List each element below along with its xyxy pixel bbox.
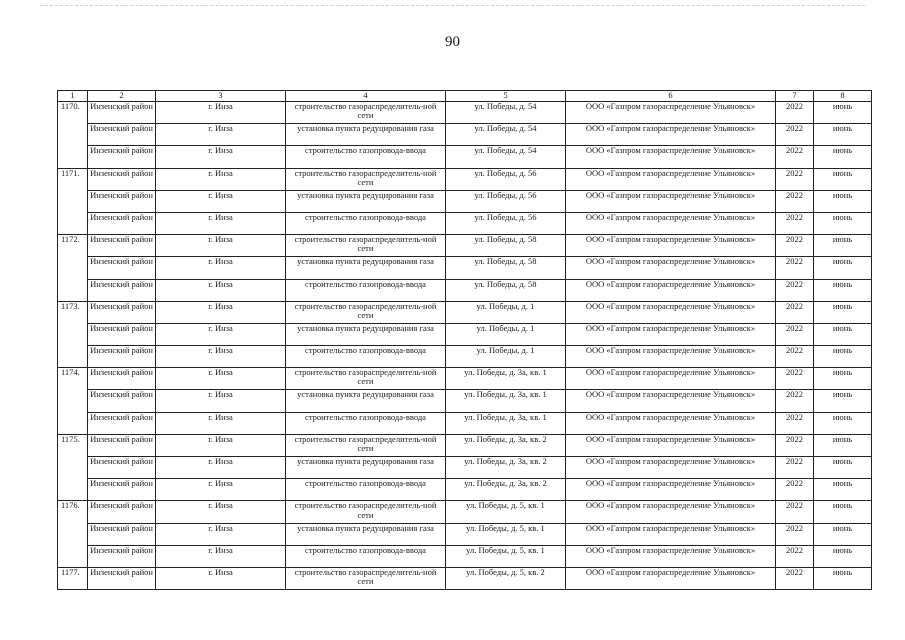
column-header: 8: [814, 91, 872, 102]
organization-cell: ООО «Газпром газораспределение Ульяновск»: [566, 368, 776, 390]
column-header: 5: [446, 91, 566, 102]
month-cell: июнь: [814, 434, 872, 456]
address-cell: ул. Победы, д. 54: [446, 124, 566, 146]
work-type-cell: установка пункта редуцирования газа: [286, 190, 446, 212]
city-cell: г. Инза: [156, 412, 286, 434]
address-cell: ул. Победы, д. 3а, кв. 1: [446, 412, 566, 434]
month-cell: июнь: [814, 346, 872, 368]
address-cell: ул. Победы, д. 56: [446, 212, 566, 234]
city-cell: г. Инза: [156, 434, 286, 456]
city-cell: г. Инза: [156, 257, 286, 279]
district-cell: Инзенский район: [88, 235, 156, 257]
table-row: [58, 545, 872, 567]
year-cell: 2022: [776, 567, 814, 589]
month-cell: июнь: [814, 323, 872, 345]
table-row: [58, 190, 872, 212]
year-cell: 2022: [776, 301, 814, 323]
work-type-cell: установка пункта редуцирования газа: [286, 257, 446, 279]
organization-cell: ООО «Газпром газораспределение Ульяновск»: [566, 190, 776, 212]
city-cell: г. Инза: [156, 368, 286, 390]
year-cell: 2022: [776, 434, 814, 456]
work-type-cell: строительство газораспределитель-ной сети: [286, 567, 446, 589]
organization-cell: ООО «Газпром газораспределение Ульяновск»: [566, 235, 776, 257]
table-row: [58, 168, 872, 190]
city-cell: г. Инза: [156, 457, 286, 479]
month-cell: июнь: [814, 545, 872, 567]
work-type-cell: строительство газопровода-ввода: [286, 412, 446, 434]
city-cell: г. Инза: [156, 390, 286, 412]
item-number-cell: 1172.: [58, 235, 88, 302]
year-cell: 2022: [776, 102, 814, 124]
work-type-cell: строительство газораспределитель-ной сети: [286, 368, 446, 390]
city-cell: г. Инза: [156, 567, 286, 589]
table-row: [58, 368, 872, 390]
address-cell: ул. Победы, д. 5, кв. 1: [446, 523, 566, 545]
city-cell: г. Инза: [156, 479, 286, 501]
work-type-cell: строительство газораспределитель-ной сети: [286, 102, 446, 124]
address-cell: ул. Победы, д. 5, кв. 1: [446, 545, 566, 567]
city-cell: г. Инза: [156, 523, 286, 545]
year-cell: 2022: [776, 212, 814, 234]
organization-cell: ООО «Газпром газораспределение Ульяновск»: [566, 212, 776, 234]
table-row: [58, 146, 872, 168]
address-cell: ул. Победы, д. 3а, кв. 1: [446, 390, 566, 412]
address-cell: ул. Победы, д. 1: [446, 346, 566, 368]
table-row: [58, 412, 872, 434]
organization-cell: ООО «Газпром газораспределение Ульяновск»: [566, 102, 776, 124]
district-cell: Инзенский район: [88, 146, 156, 168]
table-row: [58, 523, 872, 545]
table-row: [58, 235, 872, 257]
work-type-cell: строительство газораспределитель-ной сети: [286, 434, 446, 456]
city-cell: г. Инза: [156, 102, 286, 124]
organization-cell: ООО «Газпром газораспределение Ульяновск»: [566, 479, 776, 501]
work-type-cell: установка пункта редуцирования газа: [286, 457, 446, 479]
column-header: 1: [58, 91, 88, 102]
address-cell: ул. Победы, д. 56: [446, 190, 566, 212]
organization-cell: ООО «Газпром газораспределение Ульяновск»: [566, 457, 776, 479]
item-number-cell: 1170.: [58, 102, 88, 169]
address-cell: ул. Победы, д. 1: [446, 301, 566, 323]
district-cell: Инзенский район: [88, 567, 156, 589]
address-cell: ул. Победы, д. 58: [446, 279, 566, 301]
year-cell: 2022: [776, 279, 814, 301]
work-type-cell: строительство газораспределитель-ной сети: [286, 235, 446, 257]
month-cell: июнь: [814, 412, 872, 434]
district-cell: Инзенский район: [88, 390, 156, 412]
month-cell: июнь: [814, 567, 872, 589]
district-cell: Инзенский район: [88, 346, 156, 368]
city-cell: г. Инза: [156, 124, 286, 146]
registry-body: [58, 102, 872, 590]
organization-cell: ООО «Газпром газораспределение Ульяновск»: [566, 279, 776, 301]
scan-edge-line: [40, 5, 865, 6]
organization-cell: ООО «Газпром газораспределение Ульяновск»: [566, 412, 776, 434]
month-cell: июнь: [814, 146, 872, 168]
address-cell: ул. Победы, д. 54: [446, 102, 566, 124]
month-cell: июнь: [814, 235, 872, 257]
year-cell: 2022: [776, 257, 814, 279]
column-header: 3: [156, 91, 286, 102]
city-cell: г. Инза: [156, 501, 286, 523]
address-cell: ул. Победы, д. 3а, кв. 2: [446, 434, 566, 456]
organization-cell: ООО «Газпром газораспределение Ульяновск»: [566, 323, 776, 345]
year-cell: 2022: [776, 523, 814, 545]
table-row: [58, 346, 872, 368]
year-cell: 2022: [776, 124, 814, 146]
month-cell: июнь: [814, 257, 872, 279]
column-header: 4: [286, 91, 446, 102]
work-type-cell: строительство газораспределитель-ной сети: [286, 501, 446, 523]
organization-cell: ООО «Газпром газораспределение Ульяновск»: [566, 501, 776, 523]
work-type-cell: строительство газопровода-ввода: [286, 346, 446, 368]
district-cell: Инзенский район: [88, 368, 156, 390]
item-number-cell: 1177.: [58, 567, 88, 589]
month-cell: июнь: [814, 168, 872, 190]
district-cell: Инзенский район: [88, 323, 156, 345]
city-cell: г. Инза: [156, 146, 286, 168]
item-number-cell: 1175.: [58, 434, 88, 501]
work-type-cell: установка пункта редуцирования газа: [286, 523, 446, 545]
table-row: [58, 301, 872, 323]
address-cell: ул. Победы, д. 3а, кв. 2: [446, 457, 566, 479]
organization-cell: ООО «Газпром газораспределение Ульяновск»: [566, 301, 776, 323]
work-type-cell: строительство газопровода-ввода: [286, 212, 446, 234]
year-cell: 2022: [776, 146, 814, 168]
city-cell: г. Инза: [156, 212, 286, 234]
work-type-cell: строительство газопровода-ввода: [286, 279, 446, 301]
organization-cell: ООО «Газпром газораспределение Ульяновск»: [566, 346, 776, 368]
month-cell: июнь: [814, 368, 872, 390]
city-cell: г. Инза: [156, 301, 286, 323]
table-row: [58, 390, 872, 412]
city-cell: г. Инза: [156, 279, 286, 301]
year-cell: 2022: [776, 457, 814, 479]
district-cell: Инзенский район: [88, 479, 156, 501]
city-cell: г. Инза: [156, 323, 286, 345]
district-cell: Инзенский район: [88, 301, 156, 323]
table-row: [58, 279, 872, 301]
work-type-cell: строительство газопровода-ввода: [286, 545, 446, 567]
registry-table: [57, 90, 872, 590]
organization-cell: ООО «Газпром газораспределение Ульяновск»: [566, 257, 776, 279]
district-cell: Инзенский район: [88, 279, 156, 301]
month-cell: июнь: [814, 301, 872, 323]
city-cell: г. Инза: [156, 168, 286, 190]
table-row: [58, 567, 872, 589]
table-row: [58, 479, 872, 501]
item-number-cell: 1174.: [58, 368, 88, 435]
organization-cell: ООО «Газпром газораспределение Ульяновск»: [566, 523, 776, 545]
city-cell: г. Инза: [156, 190, 286, 212]
district-cell: Инзенский район: [88, 124, 156, 146]
year-cell: 2022: [776, 235, 814, 257]
organization-cell: ООО «Газпром газораспределение Ульяновск»: [566, 146, 776, 168]
district-cell: Инзенский район: [88, 545, 156, 567]
address-cell: ул. Победы, д. 1: [446, 323, 566, 345]
address-cell: ул. Победы, д. 58: [446, 257, 566, 279]
city-cell: г. Инза: [156, 545, 286, 567]
table-row: [58, 212, 872, 234]
table-row: [58, 102, 872, 124]
address-cell: ул. Победы, д. 5, кв. 1: [446, 501, 566, 523]
year-cell: 2022: [776, 545, 814, 567]
district-cell: Инзенский район: [88, 190, 156, 212]
year-cell: 2022: [776, 346, 814, 368]
table-row: [58, 124, 872, 146]
item-number-cell: 1171.: [58, 168, 88, 235]
organization-cell: ООО «Газпром газораспределение Ульяновск»: [566, 124, 776, 146]
item-number-cell: 1176.: [58, 501, 88, 568]
year-cell: 2022: [776, 412, 814, 434]
district-cell: Инзенский район: [88, 501, 156, 523]
year-cell: 2022: [776, 368, 814, 390]
column-header: 6: [566, 91, 776, 102]
organization-cell: ООО «Газпром газораспределение Ульяновск»: [566, 567, 776, 589]
item-number-cell: 1173.: [58, 301, 88, 368]
work-type-cell: установка пункта редуцирования газа: [286, 390, 446, 412]
table-row: [58, 457, 872, 479]
organization-cell: ООО «Газпром газораспределение Ульяновск»: [566, 168, 776, 190]
table-row: [58, 501, 872, 523]
month-cell: июнь: [814, 390, 872, 412]
address-cell: ул. Победы, д. 56: [446, 168, 566, 190]
year-cell: 2022: [776, 168, 814, 190]
month-cell: июнь: [814, 102, 872, 124]
address-cell: ул. Победы, д. 58: [446, 235, 566, 257]
column-header: 7: [776, 91, 814, 102]
table-row: [58, 434, 872, 456]
district-cell: Инзенский район: [88, 434, 156, 456]
year-cell: 2022: [776, 390, 814, 412]
organization-cell: ООО «Газпром газораспределение Ульяновск»: [566, 545, 776, 567]
month-cell: июнь: [814, 124, 872, 146]
column-header: 2: [88, 91, 156, 102]
district-cell: Инзенский район: [88, 257, 156, 279]
address-cell: ул. Победы, д. 54: [446, 146, 566, 168]
year-cell: 2022: [776, 190, 814, 212]
district-cell: Инзенский район: [88, 102, 156, 124]
organization-cell: ООО «Газпром газораспределение Ульяновск»: [566, 434, 776, 456]
district-cell: Инзенский район: [88, 457, 156, 479]
month-cell: июнь: [814, 523, 872, 545]
address-cell: ул. Победы, д. 5, кв. 2: [446, 567, 566, 589]
district-cell: Инзенский район: [88, 212, 156, 234]
address-cell: ул. Победы, д. 3а, кв. 2: [446, 479, 566, 501]
district-cell: Инзенский район: [88, 168, 156, 190]
district-cell: Инзенский район: [88, 412, 156, 434]
table-row: [58, 323, 872, 345]
header-row: [58, 91, 872, 102]
district-cell: Инзенский район: [88, 523, 156, 545]
month-cell: июнь: [814, 479, 872, 501]
city-cell: г. Инза: [156, 346, 286, 368]
work-type-cell: строительство газопровода-ввода: [286, 146, 446, 168]
month-cell: июнь: [814, 212, 872, 234]
work-type-cell: установка пункта редуцирования газа: [286, 323, 446, 345]
table-row: [58, 257, 872, 279]
month-cell: июнь: [814, 190, 872, 212]
year-cell: 2022: [776, 479, 814, 501]
address-cell: ул. Победы, д. 3а, кв. 1: [446, 368, 566, 390]
year-cell: 2022: [776, 323, 814, 345]
page-number: 90: [445, 34, 460, 50]
work-type-cell: строительство газораспределитель-ной сети: [286, 168, 446, 190]
work-type-cell: строительство газопровода-ввода: [286, 479, 446, 501]
organization-cell: ООО «Газпром газораспределение Ульяновск»: [566, 390, 776, 412]
month-cell: июнь: [814, 457, 872, 479]
month-cell: июнь: [814, 501, 872, 523]
work-type-cell: установка пункта редуцирования газа: [286, 124, 446, 146]
city-cell: г. Инза: [156, 235, 286, 257]
year-cell: 2022: [776, 501, 814, 523]
month-cell: июнь: [814, 279, 872, 301]
work-type-cell: строительство газораспределитель-ной сети: [286, 301, 446, 323]
